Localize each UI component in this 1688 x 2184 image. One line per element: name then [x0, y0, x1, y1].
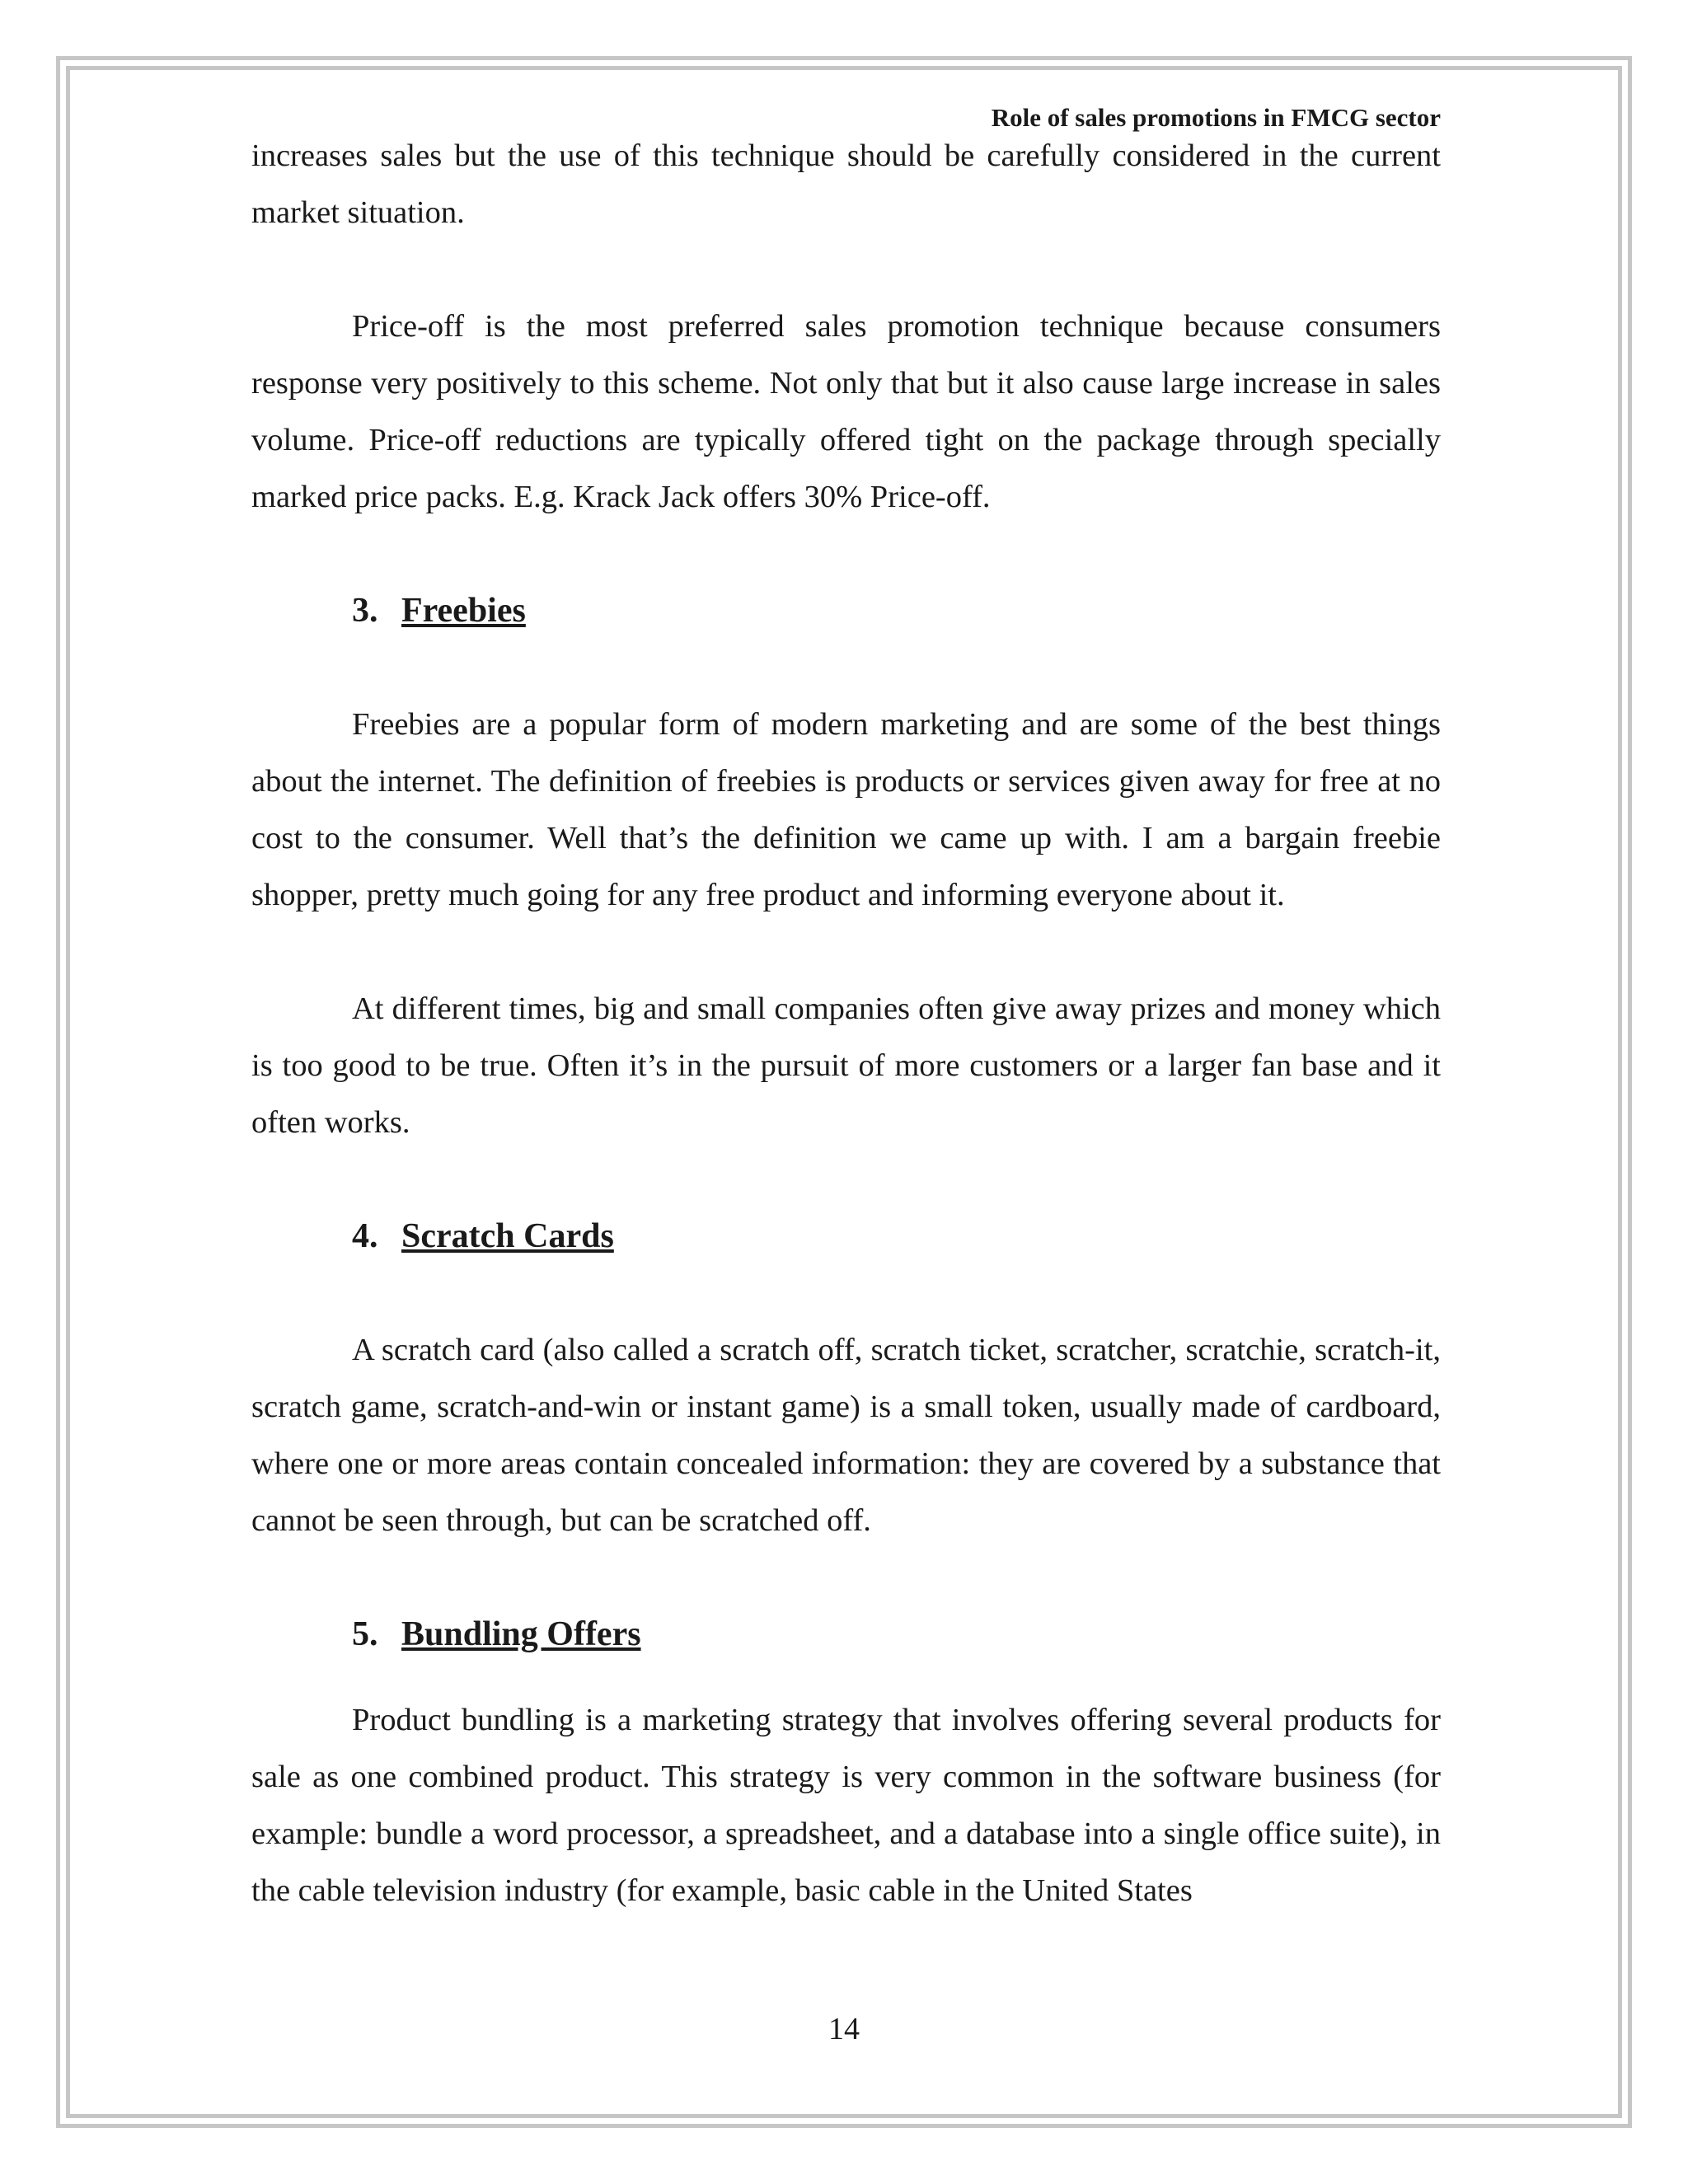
- page-number: 14: [828, 2012, 860, 2046]
- running-header: Role of sales promotions in FMCG sector: [991, 103, 1441, 132]
- paragraph-freebies-companies: At different times, big and small companies often give away prizes and money which is too good to be true. Often it’s in the pursuit of more customers or a larger fan base and it often works.: [251, 991, 1441, 1140]
- paragraph-spacer: [251, 1549, 1441, 1606]
- section-title: Scratch Cards: [401, 1217, 614, 1255]
- paragraph-spacer: [251, 526, 1441, 583]
- section-heading-bundling-offers: [251, 1606, 1441, 1663]
- paragraph-price-off: Price-off is the most preferred sales promotion technique because consumers response very positively to this scheme. Not only that but it also cause large increase in sales volume. Price-off reductions are typically offered tight on the package through specially marked price packs. E.g. Krack Jack offers 30% Price-off.: [251, 309, 1441, 514]
- paragraph-spacer: [251, 924, 1441, 981]
- section-number: 4.: [352, 1217, 378, 1255]
- paragraph-freebies-definition: Freebies are a popular form of modern marketing and are some of the best things about the internet. The definition of freebies is products or services given away for free at no cost to the consumer. Well that’s the definition we came up with. I am a bargain freebie shopper, pretty much going for any free product and informing everyone about it.: [251, 707, 1441, 912]
- paragraph-spacer: [251, 241, 1441, 298]
- page-content: [251, 128, 1441, 1919]
- section-heading-freebies: [251, 583, 1441, 640]
- paragraph-spacer: [251, 1151, 1441, 1208]
- section-title: Bundling Offers: [401, 1615, 641, 1653]
- paragraph-spacer: [251, 640, 1441, 696]
- section-heading-scratch-cards: [251, 1208, 1441, 1265]
- paragraph-scratch-cards: A scratch card (also called a scratch off, scratch ticket, scratcher, scratchie, scratch-it, scratch game, scratch-and-win or instant game) is a small token, usually made of cardboard, where one or more areas contain concealed information: they are covered by a substance that cannot be seen through, but can be scratched off.: [251, 1333, 1441, 1538]
- section-title: Freebies: [401, 592, 526, 630]
- section-number: 3.: [352, 592, 378, 630]
- paragraph-bundling: Product bundling is a marketing strategy that involves offering several products for sale as one combined product. This strategy is very common in the software business (for example: bundle a word processor, a spreadsheet, and a database into a single office suite), in the cable television industry (for example, basic cable in the United States: [251, 1703, 1441, 1908]
- paragraph-spacer: [251, 1265, 1441, 1322]
- paragraph-spacer: [251, 1663, 1441, 1692]
- section-number: 5.: [352, 1615, 378, 1653]
- paragraph-continuation: increases sales but the use of this technique should be carefully considered in the current market situation.: [251, 138, 1441, 230]
